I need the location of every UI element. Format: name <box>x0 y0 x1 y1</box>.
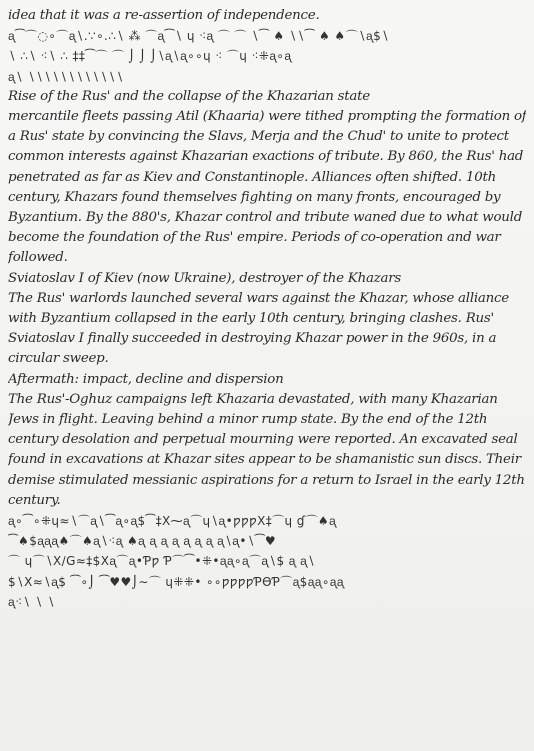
text-line: mercantile fleets passing Atil (Khaaria) were tithed prompting the formation of <box>8 109 526 125</box>
glyph-line: ᶏ∖ ∖∖∖∖∖∖∖∖∖∖∖∖ <box>8 69 124 84</box>
glyph-block-bottom <box>8 511 526 612</box>
text-line: penetrated as far as Kiev and Constantinople. Alliances often shifted. 10th <box>8 169 496 185</box>
text-line: circular sweep. <box>8 351 109 367</box>
text-line: Jews in flight. Leaving behind a minor rump state. By the end of the 12th <box>8 412 488 428</box>
section-heading-rise: Rise of the Rus' and the collapse of the Khazarian state <box>8 88 370 104</box>
text-line: The Rus'-Oghuz campaigns left Khazaria devastated, with many Khazarian <box>8 391 498 407</box>
text-line: century. <box>8 492 61 508</box>
glyph-line: ⌒ ɥ⌒∖X∕G≈‡$Xᶏ⌒ᶏ•Ƥƿ Ƥ⌒⁀•⁜•ᶏᶏ∘ᶏ⌒ᶏ∖$ ᶏ ᶏ∖ <box>8 554 316 569</box>
section-heading-sviatoslav: Sviatoslav I of Kiev (now Ukraine), destroyer of the Khazars <box>8 270 401 286</box>
glyph-line: ᶏ∘⁀∘⁜ɥ≈∖⌒ᶏ∖⁀ᶏ∘ᶏ$⁀‡X⁓ᶏ⌒ɥ∖ᶏ•ƿƿƿX‡⌒ɥ ɠ⌒♠ᶏ <box>8 514 337 529</box>
glyph-line: ∖ ∴∖ ⁖∖ ∴ ‡‡⁀⌒ ⌒ ⌡ ⌡ ⌡∖ᶏ∖ᶏ∘∘ɥ ⁖ ⌒ɥ ⁖⁜ᶏ∘ᶏ <box>8 49 292 64</box>
text-line: century, Khazars found themselves fighting on many fronts, encouraged by <box>8 189 501 205</box>
text-line: Byzantium. By the 880's, Khazar control and tribute waned due to what would <box>8 210 523 226</box>
text-line: The Rus' warlords launched several wars against the Khazar, whose alliance <box>8 290 509 306</box>
section-heading-aftermath: Aftermath: impact, decline and dispersion <box>8 371 284 387</box>
glyph-block-top <box>8 26 526 87</box>
text-line: a Rus' state by convincing the Slavs, Merja and the Chud' to unite to protect <box>8 129 509 145</box>
text-line: found in excavations at Khazar sites appear to be shamanistic sun discs. Their <box>8 452 521 468</box>
text-line: become the foundation of the Rus' empire. Periods of co-operation and war <box>8 230 501 246</box>
text-line: with Byzantium collapsed in the early 10th century, bringing clashes. Rus' <box>8 311 494 327</box>
glyph-line: ⁀♠$ᶏᶏᶏ♠⌒♠ᶏ∖⁖ᶏ ♠ᶏ ᶏ ᶏ ᶏ ᶏ ᶏ ᶏ ᶏ∖ᶏ•∖⁀♥ <box>8 534 277 549</box>
glyph-line: $∖X≈∖ᶏ$ ⁀∘⌡ ⁀♥♥⌡∼⌒ ɥ⁜⁜• ∘∘ƿƿƿƿƤƟƤ⌒ᶏ$ᶏᶏ∘ᶏᶏ <box>8 574 344 589</box>
text-line: century desolation and perpetual mourning were reported. An excavated seal <box>8 432 518 448</box>
paragraph-aftermath <box>8 390 526 511</box>
intro-line: idea that it was a re-assertion of independence. <box>8 8 320 23</box>
paragraph-sviatoslav <box>8 289 526 370</box>
text-line: Sviatoslav I finally succeeded in destroying Khazar power in the 960s, in a <box>8 331 497 347</box>
paragraph-rise <box>8 107 526 269</box>
text-line: demise stimulated messianic aspirations for a return to Israel in the early 12th <box>8 472 525 488</box>
glyph-line: ᶏ⁀⌒◌∘⌒ᶏ∖.∵∘.∴∖ ⁂ ⌒ᶏ⁀∖ ɥ ⁖ᶏ ⌒ ⌒ ∖⁀ ♠ ∖∖⁀ ♠ ♠⌒∖ᶏ$∖ <box>8 29 390 44</box>
text-line: common interests against Khazarian exactions of tribute. By 860, the Rus' had <box>8 149 524 165</box>
glyph-line: ᶏ⁖∖ ∖ ∖ <box>8 594 56 609</box>
text-line: followed. <box>8 250 68 266</box>
